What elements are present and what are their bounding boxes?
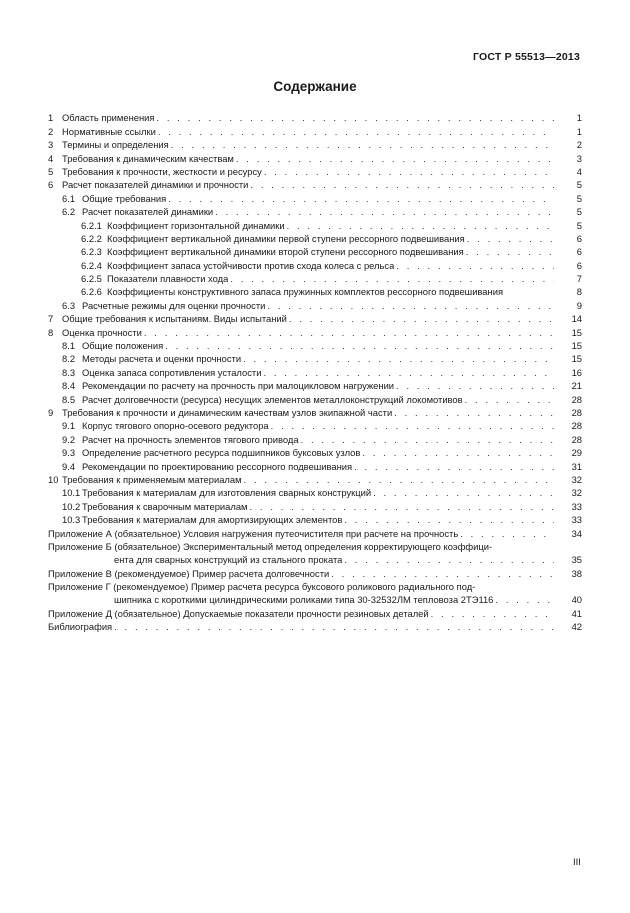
toc-page-number: 33 — [571, 514, 582, 526]
toc-entry[interactable] — [48, 351, 582, 364]
toc-page-number: 6 — [576, 232, 582, 244]
dot-leader — [460, 529, 554, 539]
toc-entry-text: Рекомендации по проектированию рессорного подвешивания — [82, 461, 353, 472]
dot-leader — [267, 301, 554, 311]
toc-entry-number: 10 — [48, 473, 59, 485]
page-folio: III — [573, 857, 581, 868]
toc-entry-text: Методы расчета и оценки прочности — [82, 354, 242, 365]
toc-entry-number: 9.1 — [62, 420, 76, 432]
toc-entry-number: 8 — [48, 326, 54, 338]
toc-page-number: 3 — [576, 152, 582, 164]
dot-leader — [495, 595, 554, 605]
dot-leader — [158, 127, 554, 137]
toc-entry-number: 9.4 — [62, 460, 76, 472]
toc-entry-text: Общие требования — [82, 193, 167, 204]
toc-page-number: 4 — [576, 165, 582, 177]
toc-entry[interactable] — [48, 498, 582, 511]
toc-entry[interactable] — [48, 324, 582, 337]
toc-page-number: 1 — [576, 112, 582, 124]
toc-page-number: 40 — [571, 594, 582, 606]
toc-entry[interactable] — [48, 338, 582, 351]
toc-page-number: 42 — [571, 621, 582, 633]
dot-leader — [244, 475, 554, 485]
toc-entry[interactable] — [48, 619, 582, 632]
toc-entry[interactable] — [48, 458, 582, 471]
toc-entry-number: 10.2 — [62, 500, 81, 512]
toc-page-number: 9 — [576, 299, 582, 311]
dot-leader — [250, 502, 555, 512]
dot-leader — [165, 341, 554, 351]
toc-entry-number: 4 — [48, 152, 54, 164]
toc-entry-text: Приложение Д (обязательное) Допускаемые показатели прочности резиновых деталей — [48, 608, 429, 619]
toc-entry-number: 3 — [48, 139, 54, 151]
dot-leader — [396, 261, 554, 271]
dot-leader — [467, 234, 554, 244]
toc-entry-number: 8.5 — [62, 393, 76, 405]
toc-entry[interactable] — [48, 525, 582, 538]
toc-page-number: 6 — [576, 246, 582, 258]
toc-entry-number: 9 — [48, 406, 54, 418]
dot-leader — [271, 421, 554, 431]
toc-page-number: 28 — [571, 393, 582, 405]
toc-entry-number: 10.1 — [62, 487, 81, 499]
toc-entry-text: Требования к применяемым материалам — [62, 474, 242, 485]
toc-entry-text: Расчет показателей динамики и прочности — [62, 180, 249, 191]
toc-entry-text: Коэффициент горизонтальной динамики — [107, 220, 285, 231]
dot-leader — [144, 328, 554, 338]
toc-entry[interactable] — [48, 311, 582, 324]
toc-entry[interactable] — [48, 405, 582, 418]
toc-page-number: 35 — [571, 554, 582, 566]
toc-page-number: 5 — [576, 206, 582, 218]
toc-entry-number: 8.2 — [62, 353, 76, 365]
toc-entry[interactable] — [48, 431, 582, 444]
toc-entry[interactable] — [48, 217, 582, 230]
toc-entry-text: Расчет долговечности (ресурса) несущих элементов металлоконструкций локомотивов — [82, 394, 463, 405]
toc-entry-text: Область применения — [62, 113, 155, 124]
toc-entry-number: 6.2 — [62, 206, 76, 218]
toc-entry-text: Требования к прочности, жесткости и ресурсу — [62, 166, 262, 177]
toc-page-number: 1 — [576, 125, 582, 137]
toc-entry-number: 6.2.2 — [81, 232, 102, 244]
toc-entry-number: 7 — [48, 313, 54, 325]
toc-entry[interactable] — [48, 150, 582, 163]
toc-page-number: 16 — [571, 366, 582, 378]
toc-entry-text: Коэффициент вертикальной динамики первой ступени рессорного подвешивания — [107, 233, 465, 244]
toc-page-number: 15 — [571, 326, 582, 338]
dot-leader — [466, 247, 554, 257]
toc-entry[interactable] — [48, 110, 582, 123]
toc-entry-number: 8.3 — [62, 366, 76, 378]
table-of-contents — [48, 110, 582, 632]
toc-entry[interactable] — [48, 204, 582, 217]
toc-entry[interactable] — [48, 284, 582, 297]
toc-entry-number: 1 — [48, 112, 54, 124]
dot-leader — [156, 113, 554, 123]
dot-leader — [301, 435, 554, 445]
toc-page-number: 28 — [571, 420, 582, 432]
dot-leader — [171, 140, 554, 150]
dot-leader — [230, 274, 554, 284]
toc-entry[interactable] — [48, 257, 582, 270]
dot-leader — [373, 488, 554, 498]
toc-entry-text: Библиография — [48, 622, 113, 633]
toc-entry-number: 6 — [48, 179, 54, 191]
toc-entry-number: 8.1 — [62, 340, 76, 352]
toc-entry[interactable] — [48, 418, 582, 431]
dot-leader — [465, 395, 554, 405]
toc-entry-text: Приложение В (рекомендуемое) Пример расчета долговечности — [48, 568, 330, 579]
toc-entry[interactable] — [48, 297, 582, 310]
dot-leader — [394, 408, 554, 418]
document-header: ГОСТ Р 55513—2013 — [472, 51, 580, 63]
toc-entry[interactable] — [48, 164, 582, 177]
toc-entry[interactable] — [48, 378, 582, 391]
toc-entry-text-continued: шипника с короткими цилиндрическими роликами типа 30-32532ЛМ тепловоза 2ТЭ116 — [114, 595, 494, 606]
toc-entry-text: Расчет показателей динамики — [82, 207, 214, 218]
toc-entry-number: 6.2.5 — [81, 273, 102, 285]
dot-leader — [431, 609, 554, 619]
toc-entry[interactable] — [48, 605, 582, 618]
dot-leader — [236, 154, 554, 164]
dot-leader — [264, 167, 554, 177]
toc-page-number: 5 — [576, 219, 582, 231]
toc-entry-text: Требования к динамическим качествам — [62, 153, 234, 164]
toc-entry-text: Нормативные ссылки — [62, 126, 156, 137]
dot-leader — [331, 569, 554, 579]
toc-entry-text: Коэффициент запаса устойчивости против схода колеса с рельса — [107, 260, 395, 271]
toc-page-number: 6 — [576, 259, 582, 271]
toc-entry[interactable] — [48, 539, 582, 566]
toc-page-number: 5 — [576, 179, 582, 191]
toc-entry[interactable] — [48, 485, 582, 498]
toc-page-number: 5 — [576, 192, 582, 204]
toc-page-number: 29 — [571, 447, 582, 459]
dot-leader — [243, 354, 554, 364]
toc-entry-number: 6.2.4 — [81, 259, 102, 271]
toc-entry-text-continued: ента для сварных конструкций из стального проката — [114, 555, 343, 566]
toc-entry[interactable] — [48, 472, 582, 485]
toc-entry-text: Коэффициент вертикальной динамики второй ступени рессорного подвешивания — [107, 247, 464, 258]
toc-entry-text: Требования к прочности и динамическим качествам узлов экипажной части — [62, 407, 393, 418]
dot-leader — [344, 515, 554, 525]
toc-entry[interactable] — [48, 231, 582, 244]
toc-entry[interactable] — [48, 565, 582, 578]
toc-entry-text: Оценка прочности — [62, 327, 142, 338]
toc-page-number: 15 — [571, 353, 582, 365]
dot-leader — [289, 314, 554, 324]
toc-entry-text: Рекомендации по расчету на прочность при малоцикловом нагружении — [82, 381, 395, 392]
toc-entry-text: Требования к материалам для амортизирующих элементов — [82, 515, 343, 526]
toc-entry-number: 6.2.6 — [81, 286, 102, 298]
toc-entry-number: 6.2.3 — [81, 246, 102, 258]
toc-page-number: 14 — [571, 313, 582, 325]
toc-page-number: 15 — [571, 340, 582, 352]
toc-page-number: 7 — [576, 273, 582, 285]
toc-entry-text: Корпус тягового опорно-осевого редуктора — [82, 421, 269, 432]
dot-leader — [344, 555, 554, 565]
toc-entry-text: Требования к сварочным материалам — [82, 501, 248, 512]
dot-leader — [250, 180, 554, 190]
toc-entry[interactable] — [48, 445, 582, 458]
toc-entry-number: 9.3 — [62, 447, 76, 459]
toc-entry-number: 10.3 — [62, 514, 81, 526]
toc-entry-text: Оценка запаса сопротивления усталости — [82, 367, 262, 378]
toc-entry[interactable] — [48, 391, 582, 404]
dot-leader — [114, 622, 554, 632]
toc-entry[interactable] — [48, 512, 582, 525]
toc-page-number: 28 — [571, 406, 582, 418]
toc-entry-text: Общие требования к испытаниям. Виды испытаний — [62, 314, 287, 325]
toc-entry-text: Показатели плавности хода — [107, 274, 229, 285]
toc-entry-text: Приложение Б (обязательное) Экспериментальный метод определения корректирующего коэффици- — [48, 541, 493, 552]
toc-entry-text: Расчетные режимы для оценки прочности — [82, 300, 266, 311]
toc-page-number: 21 — [571, 380, 582, 392]
toc-page-number: 32 — [571, 487, 582, 499]
toc-entry-text: Расчет на прочность элементов тягового привода — [82, 434, 299, 445]
dot-leader — [215, 207, 554, 217]
toc-entry-text: Термины и определения — [62, 140, 169, 151]
toc-entry-text: Коэффициенты конструктивного запаса пружинных комплектов рессорного подвешивания — [107, 287, 504, 298]
toc-entry-text: Приложение Г (рекомендуемое) Пример расчета ресурса буксового роликового радиального под- — [48, 582, 476, 593]
toc-page-number: 2 — [576, 139, 582, 151]
toc-entry[interactable] — [48, 190, 582, 203]
dot-leader — [396, 381, 554, 391]
toc-entry[interactable] — [48, 244, 582, 257]
toc-entry-text: Общие положения — [82, 341, 164, 352]
dot-leader — [263, 368, 554, 378]
toc-page-number: 33 — [571, 500, 582, 512]
toc-entry-text: Приложение А (обязательное) Условия нагружения путеочистителя при расчете на прочность — [48, 528, 459, 539]
toc-entry-number: 6.3 — [62, 299, 76, 311]
toc-entry[interactable] — [48, 579, 582, 606]
toc-page-number: 8 — [576, 286, 582, 298]
toc-entry[interactable] — [48, 123, 582, 136]
toc-entry[interactable] — [48, 137, 582, 150]
toc-entry-number: 6.1 — [62, 192, 76, 204]
toc-entry-number: 2 — [48, 125, 54, 137]
dot-leader — [168, 194, 554, 204]
toc-entry-number: 5 — [48, 165, 54, 177]
toc-entry[interactable] — [48, 364, 582, 377]
toc-page-number: 31 — [571, 460, 582, 472]
toc-entry-number: 8.4 — [62, 380, 76, 392]
dot-leader — [354, 462, 554, 472]
toc-page-number: 38 — [571, 567, 582, 579]
toc-entry-number: 6.2.1 — [81, 219, 102, 231]
dot-leader — [362, 448, 554, 458]
toc-entry[interactable] — [48, 177, 582, 190]
toc-entry-text: Определение расчетного ресурса подшипников буксовых узлов — [82, 448, 361, 459]
toc-page-number: 34 — [571, 527, 582, 539]
toc-entry[interactable] — [48, 271, 582, 284]
dot-leader — [287, 221, 554, 231]
toc-page-number: 32 — [571, 473, 582, 485]
toc-entry-number: 9.2 — [62, 433, 76, 445]
toc-page-number: 28 — [571, 433, 582, 445]
toc-page-number: 41 — [571, 607, 582, 619]
page-title: Содержание — [273, 79, 357, 94]
toc-entry-text: Требования к материалам для изготовления сварных конструкций — [82, 488, 372, 499]
